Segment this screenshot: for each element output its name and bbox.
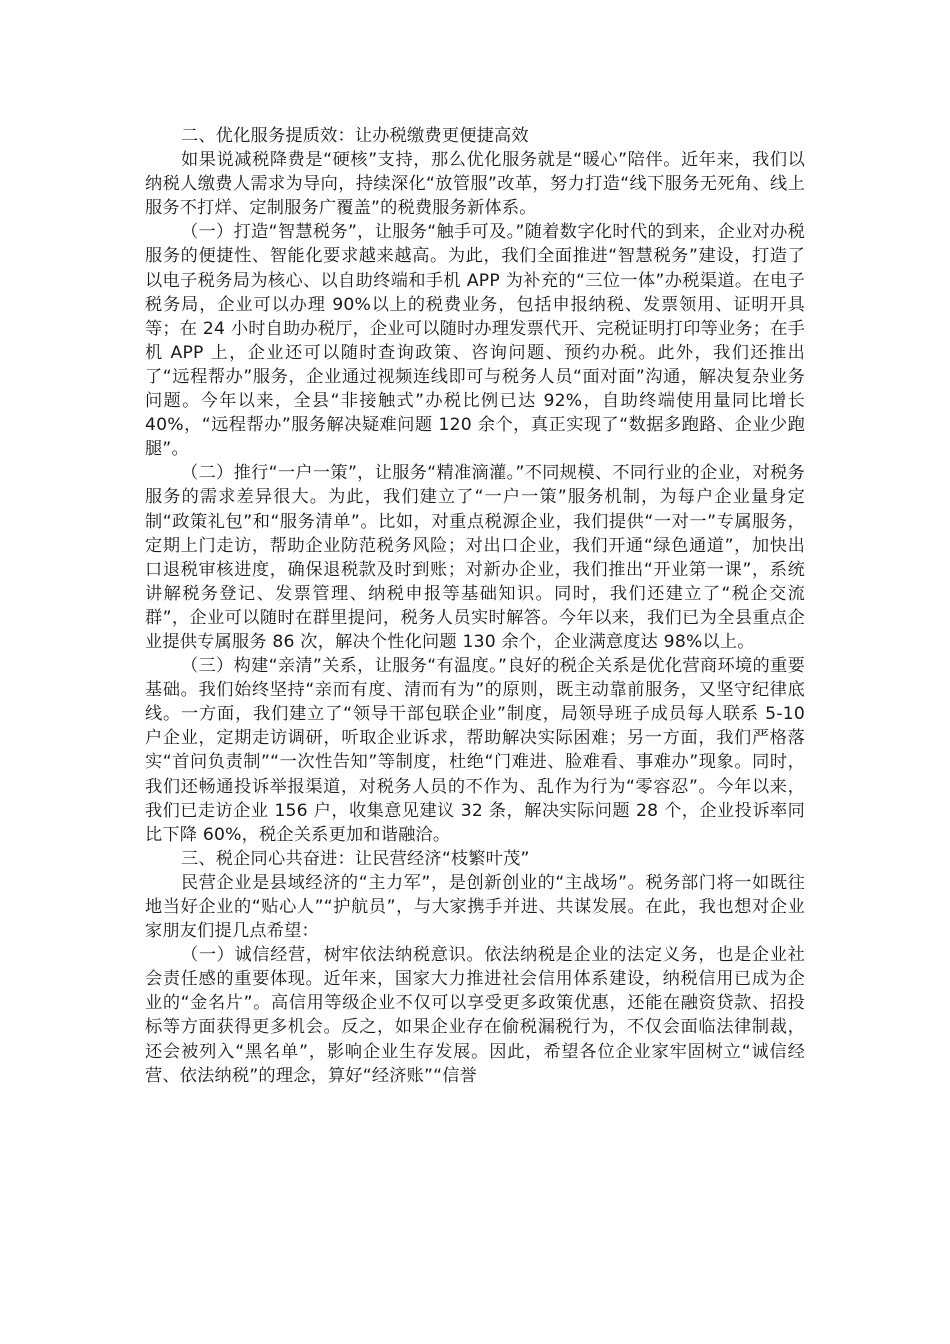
paragraph-private-enterprise: 民营企业是县域经济的“主力军”，是创新创业的“主战场”。税务部门将一如既往地当好企业的“贴心人”“护航员”，与大家携手并进、共谋发展。在此，我也想对企业家朋友们提几点希望： (145, 872, 805, 942)
paragraph-one-policy: （二）推行“一户一策”，让服务“精准滴灌。”不同规模、不同行业的企业，对税务服务的需求差异很大。为此，我们建立了“一户一策”服务机制，为每户企业量身定制“政策礼包”和“服务清单”。比如，对重点税源企业，我们提供“一对一”专属服务，定期上门走访，帮助企业防范税务风险；对出口企业，我们开通“绿色通道”，加快出口退税审核进度，确保退税款及时到账；对新办企业，我们推出“开业第一课”，系统讲解税务登记、发票管理、纳税申报等基础知识。同时，我们还建立了“税企交流群”，企业可以随时在群里提问，税务人员实时解答。今年以来，我们已为全县重点企业提供专属服务 86 次，解决个性化问题 130 余个，企业满意度达 98%以上。 (145, 463, 805, 652)
document-body (145, 124, 805, 1088)
section-heading-3: 三、税企同心共奋进：让民营经济“枝繁叶茂” (181, 848, 530, 869)
paragraph-intro-service: 如果说减税降费是“硬核”支持，那么优化服务就是“暖心”陪伴。近年来，我们以纳税人缴费人需求为导向，持续深化“放管服”改革，努力打造“线下服务无死角、线上服务不打烊、定制服务广覆盖”的税费服务新体系。 (145, 150, 805, 219)
paragraph-relations: （三）构建“亲清”关系，让服务“有温度。”良好的税企关系是优化营商环境的重要基础。我们始终坚持“亲而有度、清而有为”的原则，既主动靠前服务，又坚守纪律底线。一方面，我们建立了“领导干部包联企业”制度，局领导班子成员每人联系 5-10 户企业，定期走访调研，听取企业诉求，帮助解决实际困难；另一方面，我们严格落实“首问负责制”“一次性告知”等制度，杜绝“门难进、脸难看、事难办”现象。同时，我们还畅通投诉举报渠道，对税务人员的不作为、乱作为行为“零容忍”。今年以来，我们已走访企业 156 户，收集意见建议 32 条，解决实际问题 28 个，企业投诉率同比下降 60%，税企关系更加和谐融洽。 (145, 656, 805, 845)
section-heading-2: 二、优化服务提质效：让办税缴费更便捷高效 (181, 126, 529, 146)
paragraph-integrity: （一）诚信经营，树牢依法纳税意识。依法纳税是企业的法定义务，也是企业社会责任感的重要体现。近年来，国家大力推进社会信用体系建设，纳税信用已成为企业的“金名片”。高信用等级企业不仅可以享受更多政策优惠，还能在融资贷款、招投标等方面获得更多机会。反之，如果企业存在偷税漏税行为，不仅会面临法律制裁，还会被列入“黑名单”，影响企业生存发展。因此，希望各位企业家牢固树立“诚信经营、依法纳税”的理念，算好“经济账”“信誉 (145, 945, 805, 1086)
paragraph-smart-tax: （一）打造“智慧税务”，让服务“触手可及。”随着数字化时代的到来，企业对办税服务的便捷性、智能化要求越来越高。为此，我们全面推进“智慧税务”建设，打造了以电子税务局为核心、以自助终端和手机 APP 为补充的“三位一体”办税渠道。在电子税务局，企业可以办理 90%以上的税费业务，包括申报纳税、发票领用、证明开具等；在 24 小时自助办税厅，企业可以随时办理发票代开、完税证明打印等业务；在手机 APP 上，企业还可以随时查询政策、咨询问题、预约办税。此外，我们还推出了“远程帮办”服务，企业通过视频连线即可与税务人员“面对面”沟通，解决复杂业务问题。今年以来，全县“非接触式”办税比例已达 92%，自助终端使用量同比增长 40%，“远程帮办”服务解决疑难问题 120 余个，真正实现了“数据多跑路、企业少跑腿”。 (145, 222, 805, 460)
